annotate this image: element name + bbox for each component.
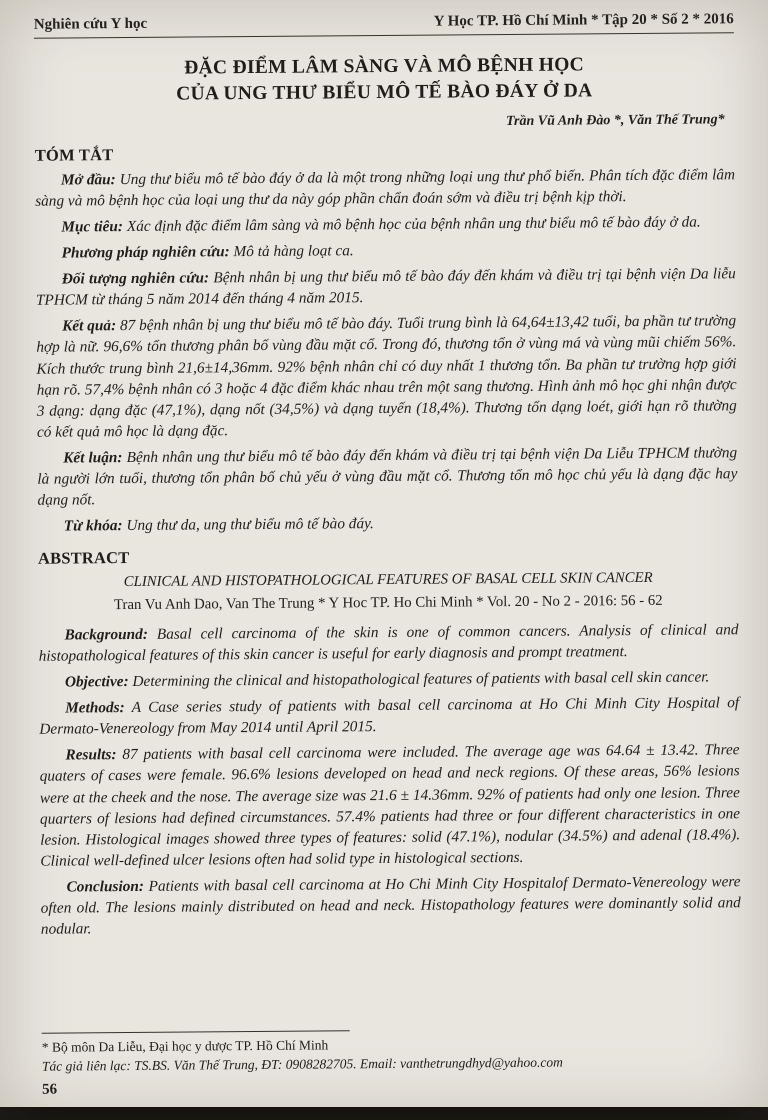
paragraph-mo-dau bbox=[35, 164, 735, 212]
section-heading-abstract: ABSTRACT bbox=[37, 548, 130, 569]
paragraph-text: Bệnh nhân bị ung thư biểu mô tế bào đáy đến khám và điều trị tại bệnh viện Da liễu TPHCM từ tháng 5 năm 2014 đến tháng 4 năm 2015. bbox=[35, 265, 736, 309]
scan-bottom-edge bbox=[0, 1107, 768, 1120]
paragraph-muc-tieu bbox=[35, 211, 735, 238]
journal-header bbox=[34, 11, 734, 33]
paragraph-label: Từ khóa: bbox=[63, 517, 123, 535]
paragraph-text: Bệnh nhân ung thư biểu mô tế bào đáy đến khám và điều trị tại bệnh viện Da Liễu TPHCM thường là người lớn tuổi, thương tổn phân bố chủ yếu ở vùng đầu mặt cổ. Thương tổn mô học chủ yếu là dạng đặc hay dạng nốt. bbox=[37, 444, 738, 509]
article-title bbox=[34, 51, 734, 109]
paragraph-tu-khoa bbox=[38, 510, 738, 537]
paragraph-label: Kết luận: bbox=[63, 448, 123, 467]
paragraph-ket-qua bbox=[36, 311, 737, 443]
header-rule bbox=[34, 32, 734, 38]
footnote-rule bbox=[42, 1031, 350, 1034]
paragraph-label: Objective: bbox=[64, 673, 129, 691]
paragraph-ket-luan bbox=[37, 442, 737, 511]
affiliation-note: * Bộ môn Da Liễu, Đại học y dược TP. Hồ Chí Minh bbox=[41, 1037, 329, 1055]
paragraph-text: A Case series study of patients with basal cell carcinoma at Ho Chi Minh City Hospital of Dermato-Venereology from May 2014 until April 2015. bbox=[39, 694, 740, 738]
paragraph-text: Xác định đặc điểm lâm sàng và mô bệnh học của bệnh nhân ung thư biểu mô tế bào đáy ở da. bbox=[126, 213, 701, 235]
paragraph-phuong-phap bbox=[35, 237, 735, 264]
paragraph-text: Patients with basal cell carcinoma at Ho Chi Minh City Hospitalof Dermato-Venereology were often old. The lesions mainly distributed on head and neck. Histopathology features were dominantly solid and nodular. bbox=[40, 873, 741, 938]
paragraph-results bbox=[39, 740, 740, 872]
paragraph-text: Ung thư biểu mô tế bào đáy ở da là một trong những loại ung thư phổ biến. Phân tích đặc điểm lâm sàng và mô bệnh học của loại ung thư da này góp phần chẩn đoán sớm và điều trị bệnh kịp thời. bbox=[35, 165, 736, 210]
authors-line: Trần Vũ Anh Đào *, Văn Thế Trung* bbox=[505, 111, 725, 129]
paragraph-label: Kết quả: bbox=[62, 317, 117, 335]
paragraph-label: Đối tượng nghiên cứu: bbox=[61, 269, 210, 288]
page-footer bbox=[42, 1027, 742, 1098]
paragraph-methods bbox=[39, 692, 739, 740]
page-number: 56 bbox=[42, 1081, 58, 1098]
paragraph-label: Mở đầu: bbox=[60, 170, 116, 189]
corresponding-author-note: Tác giả liên lạc: TS.BS. Văn Thế Trung, ĐT: 0908282705. Email: vanthetrungdhyd@yahoo.com bbox=[41, 1054, 563, 1074]
paragraph-text: Basal cell carcinoma of the skin is one of common cancers. Analysis of clinical and histopathological features of this skin cancer is useful for early diagnosis and prompt treatment. bbox=[38, 620, 739, 665]
section-heading-tomtat: TÓM TẮT bbox=[34, 144, 114, 165]
paragraph-text: Determining the clinical and histopathological features of patients with basal cell skin cancer. bbox=[132, 668, 710, 690]
abstract-english-title: CLINICAL AND HISTOPATHOLOGICAL FEATURES OF BASAL CELL SKIN CANCER bbox=[123, 570, 653, 591]
journal-header-section: Nghiên cứu Y học bbox=[33, 15, 148, 33]
article-title-line2: CỦA UNG THƯ BIỂU MÔ TẾ BÀO ĐÁY Ở DA bbox=[176, 80, 593, 105]
paragraph-label: Conclusion: bbox=[66, 877, 144, 896]
paragraph-label: Mục tiêu: bbox=[61, 217, 124, 236]
paragraph-label: Methods: bbox=[65, 699, 125, 717]
paragraph-text: 87 patients with basal cell carcinoma were included. The average age was 64.64 ± 13.42. Three quaters of cases were female. 96.6% lesions developed on head and neck regions. Of these areas, 56% lesions were at the cheek and the nose. The average size was 21.6 ± 14.36mm. 92% of patients had only one lesion. Three quarters of lesions had defined circumstances. 57.4% patients had three or four different characteristics in one lesion. Histological images showed three types of features: solid (47.1%), nodular (34.5%) and adenal (18.4%). Clinical well-defined ulcer lesions often had solid type in histological sections. bbox=[39, 741, 741, 870]
paragraph-background bbox=[38, 619, 738, 667]
paragraph-text: Ung thư da, ung thư biểu mô tế bào đáy. bbox=[126, 515, 374, 535]
article-title-line1: ĐẶC ĐIỂM LÂM SÀNG VÀ MÔ BỆNH HỌC bbox=[184, 54, 585, 79]
paragraph-label: Results: bbox=[65, 746, 117, 764]
paragraph-objective bbox=[39, 666, 739, 693]
paragraph-text: 87 bệnh nhân bị ung thư biểu mô tế bào đáy. Tuổi trung bình là 64,64±13,42 tuổi, ba phần tư trường hợp là nữ. 96,6% tổn thương phân bố vùng đầu mặt cổ. Trong đó, thương tổn ở vùng má và vùng mũi chiếm 56%. Kích thước trung bình 21,6±14,36mm. 92% bệnh nhân chỉ có duy nhất 1 thương tổn. Ba phần tư trường hợp giới hạn rõ. 57,4% bệnh nhân có 3 hoặc 4 đặc điểm khác nhau trên một sang thương. Hình ảnh mô học ghi nhận được 3 dạng: dạng đặc (47,1%), dạng nốt (34,5%) và dạng tuyến (18,4%). Thương tổn dạng loét, giới hạn rõ thường có kết quả mô học là dạng đặc. bbox=[36, 312, 737, 441]
paragraph-doi-tuong bbox=[36, 263, 736, 311]
paragraph-label: Background: bbox=[64, 625, 148, 644]
journal-header-citation: Y Học TP. Hồ Chí Minh * Tập 20 * Số 2 * 2016 bbox=[433, 11, 734, 30]
abstract-citation-line: Tran Vu Anh Dao, Van The Trung * Y Hoc TP. Ho Chi Minh * Vol. 20 - No 2 - 2016: 56 - 62 bbox=[113, 592, 663, 614]
paragraph-label: Phương pháp nghiên cứu: bbox=[61, 243, 230, 262]
paragraph-text: Mô tả hàng loạt ca. bbox=[233, 242, 354, 261]
paragraph-conclusion bbox=[40, 871, 740, 940]
